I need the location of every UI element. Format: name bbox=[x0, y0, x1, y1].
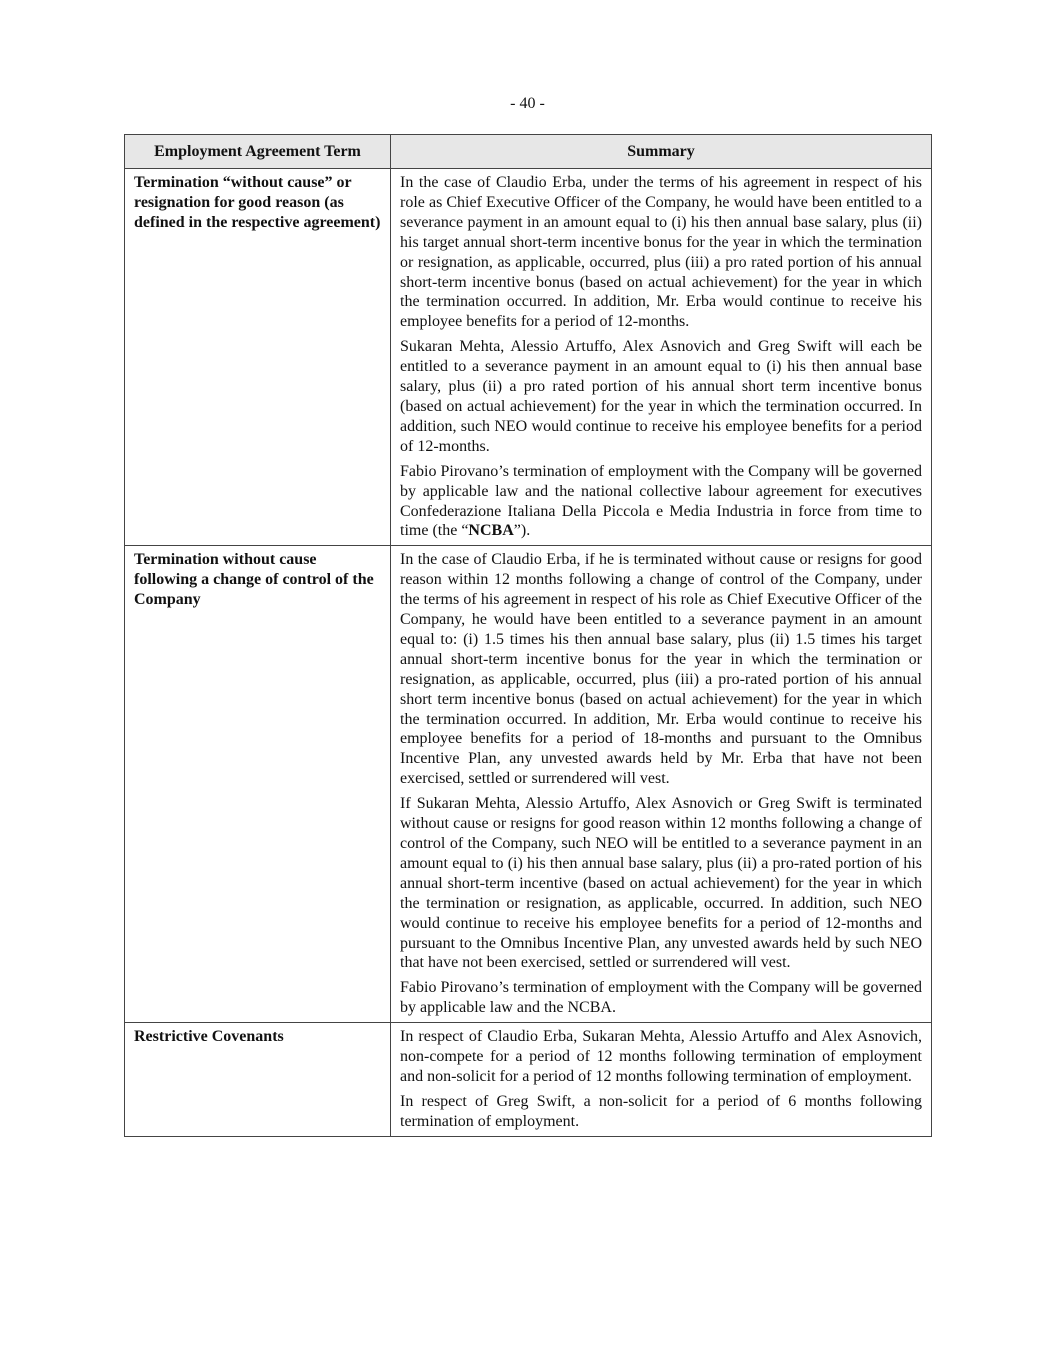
ncba-text-after: ”). bbox=[513, 522, 531, 540]
summary-paragraph: If Sukaran Mehta, Alessio Artuffo, Alex Asnovich or Greg Swift is terminated without cause or resigns for good reason within 12 months following a change of control of the Company, such NEO will be entitled to a severance payment in an amount equal to (i) his then annual base salary, plus (ii) a pro-rated portion of his annual short-term incentive (based on actual achievement) for the year in which the termination or resignation, as applicable, occurred. In addition, such NEO would continue to receive his employee benefits for a period of 12-months and pursuant to the Omnibus Incentive Plan, any unvested awards held by such NEO that have not been exercised, settled or surrendered will vest. bbox=[400, 795, 922, 972]
column-header-summary: Summary bbox=[391, 135, 932, 169]
ncba-text-before: Fabio Pirovano’s termination of employment with the Company will be governed by applicable law and the national collective labour agreement for executives Confederazione Italiana Della Piccola e Media Industria in force from time to time (the “ bbox=[400, 462, 922, 540]
summary-paragraph-ncba bbox=[400, 462, 922, 542]
term-cell: Termination without cause following a change of control of the Company bbox=[125, 546, 391, 1023]
column-header-term: Employment Agreement Term bbox=[125, 135, 391, 169]
summary-paragraph: In respect of Greg Swift, a non-solicit for a period of 6 months following termination of employment. bbox=[400, 1092, 922, 1130]
term-cell: Termination “without cause” or resignation for good reason (as defined in the respective agreement) bbox=[125, 169, 391, 546]
page-number: - 40 - bbox=[510, 95, 545, 112]
table-row bbox=[125, 1023, 932, 1137]
summary-cell bbox=[391, 546, 932, 1023]
table-header-row bbox=[125, 135, 932, 169]
term-cell: Restrictive Covenants bbox=[125, 1023, 391, 1137]
summary-paragraph: In respect of Claudio Erba, Sukaran Mehta, Alessio Artuffo and Alex Asnovich, non-compete for a period of 12 months following termination of employment and non-solicit for a period of 12 months following termination of employment. bbox=[400, 1028, 922, 1085]
summary-cell bbox=[391, 169, 932, 546]
summary-paragraph: In the case of Claudio Erba, under the terms of his agreement in respect of his role as Chief Executive Officer of the Company, he would have been entitled to a severance payment in an amount equal to (i) his then annual base salary, plus (ii) his target annual short-term incentive bonus for the year in which the termination or resignation, as applicable, occurred, plus (iii) a pro rated portion of his annual short-term incentive bonus (based on actual achievement) for the year in which the termination occurred. In addition, Mr. Erba would continue to receive his employee benefits for a period of 12-months. bbox=[400, 174, 922, 331]
table-row bbox=[125, 169, 932, 546]
employment-terms-table bbox=[124, 134, 932, 1137]
summary-paragraph: Sukaran Mehta, Alessio Artuffo, Alex Asnovich and Greg Swift will each be entitled to a severance payment in an amount equal to (i) his then annual base salary, plus (ii) a pro rated portion of his annual short term incentive bonus (based on actual achievement) for the year in which the termination occurred. In addition, such NEO would continue to receive his employee benefits for a period of 12-months. bbox=[400, 338, 922, 455]
summary-paragraph: In the case of Claudio Erba, if he is terminated without cause or resigns for good reason within 12 months following a change of control of the Company, under the terms of his agreement in respect of his role as Chief Executive Officer of the Company, he would have been entitled to a severance payment in an amount equal to: (i) 1.5 times his then annual base salary, plus (ii) 1.5 times his target annual short-term incentive bonus for the year in which the termination or resignation, as applicable, occurred, plus (iii) a pro-rated portion of his annual short term incentive bonus (based on actual achievement) for the year in which the termination occurred. In addition, Mr. Erba would continue to receive his employee benefits for a period of 18-months and pursuant to the Omnibus Incentive Plan, any unvested awards held by Mr. Erba that have not been exercised, settled or surrendered will vest. bbox=[400, 551, 922, 788]
ncba-defined-term: NCBA bbox=[468, 522, 514, 540]
summary-cell bbox=[391, 1023, 932, 1137]
summary-paragraph: Fabio Pirovano’s termination of employment with the Company will be governed by applicable law and the NCBA. bbox=[400, 979, 922, 1017]
table-row bbox=[125, 546, 932, 1023]
